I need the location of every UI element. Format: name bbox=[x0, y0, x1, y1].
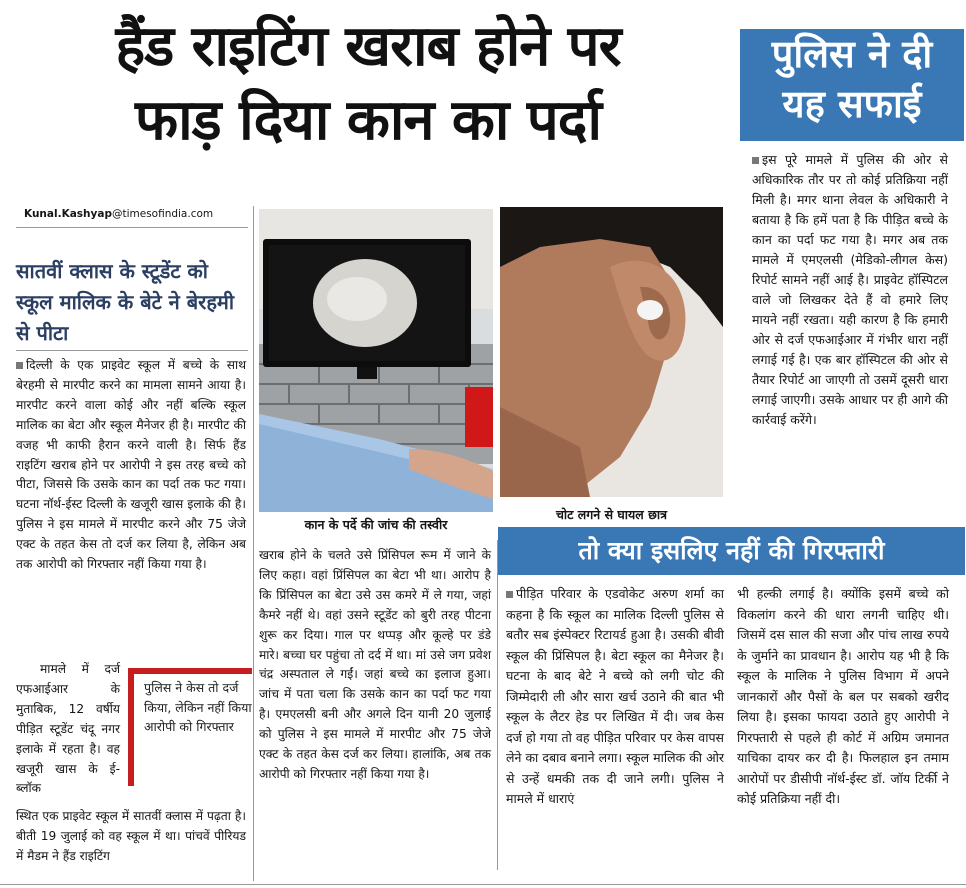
column-divider bbox=[253, 206, 254, 881]
photo-1-caption: कान के पर्दे की जांच की तस्वीर bbox=[304, 517, 448, 532]
byline bbox=[24, 208, 213, 220]
arrest-column-left bbox=[506, 584, 724, 810]
police-statement-title bbox=[740, 29, 964, 141]
col1-para-2b: स्थित एक प्राइवेट स्कूल में सातवीं क्लास में पढ़ता है। बीती 19 जुलाई को वह स्कूल में था। पांचवें पीरियड में मैडम ने हैंड राइटिंग bbox=[16, 809, 246, 863]
col1-para-1: दिल्ली के एक प्राइवेट स्कूल में बच्चे के साथ बेरहमी से मारपीट करने का मामला सामने आया है। मारपीट करने वाला कोई और नहीं बल्कि स्कूल मालिक का बेटा और स्कूल मैनेजर ही है। मारपीट की वजह भी काफी हैरान करने वाली है। सिर्फ हैंड राइटिंग खराब होने पर आरोपी ने इस तरह बच्चे को पीटा, जिससे कि उसके कान का पर्दा तक फट गया। घटना नॉर्थ-ईस्ट दिल्ली के खजूरी खास इलाके की है। पुलिस ने इस मामले में मारपीट करने और 75 जेजे एक्ट के तहत केस तो दर्ज कर लिया है, लेकिन अब तक आरोपी को गिरफ्तार नहीं किया गया है। bbox=[16, 358, 246, 572]
police-statement-body: इस पूरे मामले में पुलिस की ओर से अधिकारिक तौर पर तो कोई प्रतिक्रिया नहीं मिली है। मगर थाना लेवल के अधिकारी ने बताया है कि हमें पता है कि पीड़ित बच्चे के कान का पर्दा फट गया है। मगर अब तक मामले में एमएलसी (मेडिको-लीगल केस) रिपोर्ट सामने नहीं आई है। प्राइवेट हॉस्पिटल वाले जो लिखकर देते हैं वो हमारे लिए मायने नहीं रखता। यही कारण है कि हमारी ओर से दर्ज एफआईआर में गंभीर धारा नहीं लगाई गई है। एक बार हॉस्पिटल की ओर से तैयार रिपोर्ट आ जाएगी तो उसमें दूसरी धारा लगाई जाएगी। उसके आधार पर ही आगे की कार्रवाई करेंगे। bbox=[752, 152, 948, 427]
pull-quote-text: पुलिस ने केस तो दर्ज किया, लेकिन नहीं किया आरोपी को गिरफ्तार bbox=[144, 680, 252, 734]
divider bbox=[16, 350, 248, 351]
byline-domain: @timesofindia.com bbox=[111, 208, 214, 220]
bullet-square bbox=[16, 362, 23, 369]
pull-quote-bar bbox=[128, 668, 252, 674]
headline-line-2: फाड़ दिया कान का पर्दा bbox=[134, 88, 601, 153]
police-statement-text bbox=[752, 150, 948, 430]
column-divider bbox=[497, 540, 498, 870]
col1-para-2a: मामले में दर्ज एफआईआर के मुताबिक, 12 वर्षीय पीड़ित स्टूडेंट चंदू नगर इलाके में रहता है। वह खजूरी खास के ई-ब्लॉक bbox=[16, 662, 120, 796]
police-title-line-1: पुलिस ने दी bbox=[771, 32, 933, 76]
arrest-left-text: पीड़ित परिवार के एडवोकेट अरुण शर्मा का कहना है कि स्कूल का मालिक दिल्ली पुलिस से बतौर सब इंस्पेक्टर रिटायर्ड हुआ है। उसकी बीवी स्कूल की प्रिंसिपल है। बेटा स्कूल का मैनेजर है। घटना के बाद बेटे ने बच्चे को लगी चोट की जिम्मेदारी ली और सारा खर्च उठाने की बात भी स्कूल के लैटर हेड पर लिखित में दी। जब केस दर्ज हो गया तो वह पीड़ित परिवार पर केस वापस लेने का दबाव बनाने लगा। स्कूल मालिक की ओर से उन्हें धमकी तक दी जाने लगी। पुलिस ने मामले में धाराएं bbox=[506, 586, 724, 806]
pull-quote bbox=[128, 668, 258, 786]
headline bbox=[18, 10, 718, 158]
photo-ear-examination bbox=[259, 209, 493, 512]
arrest-column-right: भी हल्की लगाई है। क्योंकि इसमें बच्चे को विकलांग करने की धारा लगनी चाहिए थी। जिसमें दस साल की सजा और पांच लाख रुपये के जुर्माने का प्रावधान है। आरोप यह भी है कि स्कूल के मालिक ने पुलिस विभाग में अपने जानकारों और पैसों के बल पर सबको खरीद लिया है। इसका फायदा उठाते हुए आरोपी ने गिरफ्तारी से पहले ही कोर्ट में अग्रिम जमानत याचिका दायर कर दी है। फिलहाल इन तमाम आरोपों पर डीसीपी नॉर्थ-ईस्ट डॉ. जॉय टिर्की ने कोई प्रतिक्रिया नहीं दी। bbox=[737, 586, 949, 806]
police-title-line-2: यह सफाई bbox=[782, 82, 922, 126]
photo-injured-student bbox=[500, 207, 723, 497]
bullet-square bbox=[752, 157, 759, 164]
bottom-rule bbox=[0, 884, 966, 885]
subheadline: सातवीं क्लास के स्टूडेंट को स्कूल मालिक के बेटे ने बेरहमी से पीटा bbox=[16, 259, 235, 345]
bullet-square bbox=[506, 591, 513, 598]
arrest-section-title: तो क्या इसलिए नहीं की गिरफ्तारी bbox=[498, 527, 965, 575]
photo-2-caption: चोट लगने से घायल छात्र bbox=[555, 507, 668, 522]
article-column-1 bbox=[16, 356, 246, 575]
byline-author: Kunal.Kashyap bbox=[24, 208, 112, 220]
divider bbox=[16, 227, 248, 228]
article-column-2: खराब होने के चलते उसे प्रिंसिपल रूम में जाने के लिए कहा। वहां प्रिंसिपल का बेटा भी था। आरोप है कि प्रिंसिपल का बेटा उसे उस कमरे में ले गया, जहां कैमरे नहीं थे। वहां उसने स्टूडेंट को बुरी तरह पीटना शुरू कर दिया। गाल पर थप्पड़ और कूल्हे पर डंडे मारे। बच्चा घर पहुंचा तो दर्द में था। मां उसे जग प्रवेश चंद्र अस्पताल ले गईं। जहां बच्चे का इलाज हुआ। जांच में पता चला कि उसके कान का पर्दा फट गया है। एमएलसी बनी और अगले दिन यानी 20 जुलाई को पुलिस ने इस मामले में मारपीट और 75 जेजे एक्ट के तहत केस दर्ज कर लिया। हालांकि, अब तक आरोपी को गिरफ्तार नहीं किया गया है। bbox=[259, 548, 491, 781]
headline-line-1: हैंड राइटिंग खराब होने पर bbox=[115, 14, 621, 79]
